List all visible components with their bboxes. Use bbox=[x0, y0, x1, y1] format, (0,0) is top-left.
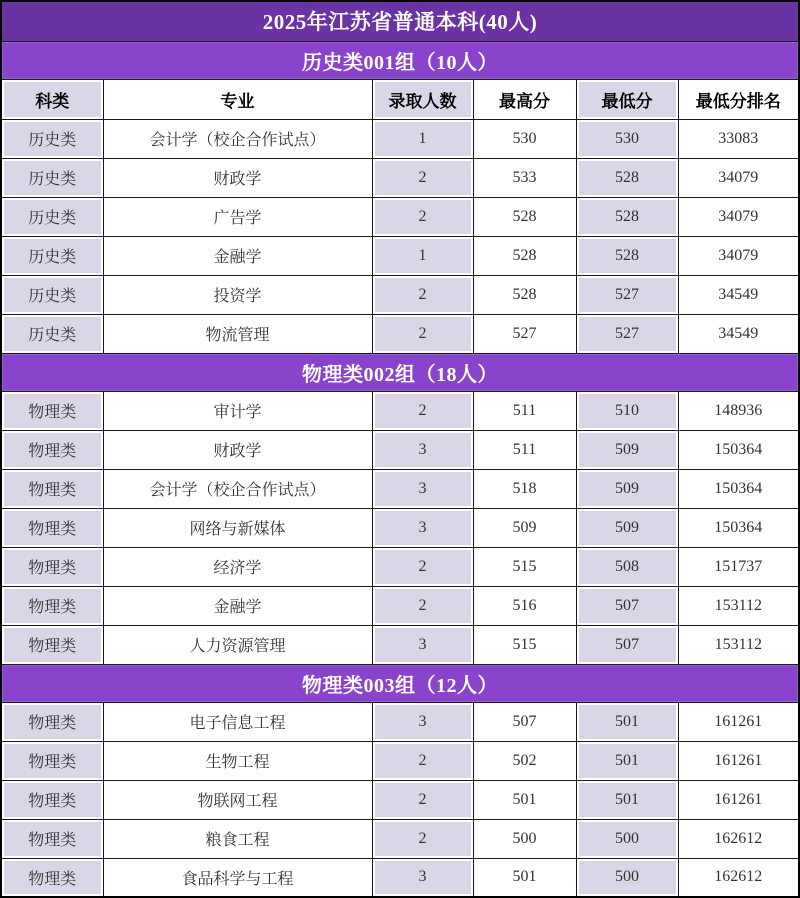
table-row bbox=[1, 819, 799, 858]
cell-max-score: 527 bbox=[473, 314, 576, 353]
cell-admit-count: 3 bbox=[372, 469, 473, 508]
cell-max-score: 511 bbox=[473, 430, 576, 469]
cell-category: 物理类 bbox=[1, 547, 103, 586]
cell-major: 金融学 bbox=[103, 586, 372, 625]
table-row bbox=[1, 236, 799, 275]
cell-min-score: 507 bbox=[576, 586, 678, 625]
table-body bbox=[1, 41, 799, 897]
column-header-min-score: 最低分 bbox=[576, 79, 678, 119]
cell-min-score-rank: 148936 bbox=[678, 391, 799, 430]
cell-category: 历史类 bbox=[1, 236, 103, 275]
cell-max-score: 509 bbox=[473, 508, 576, 547]
cell-max-score: 516 bbox=[473, 586, 576, 625]
cell-min-score: 528 bbox=[576, 236, 678, 275]
cell-min-score: 527 bbox=[576, 275, 678, 314]
cell-major: 财政学 bbox=[103, 158, 372, 197]
table-row bbox=[1, 430, 799, 469]
cell-min-score-rank: 34079 bbox=[678, 236, 799, 275]
cell-major: 食品科学与工程 bbox=[103, 858, 372, 897]
column-header-category: 科类 bbox=[1, 79, 103, 119]
cell-major: 经济学 bbox=[103, 547, 372, 586]
cell-admit-count: 2 bbox=[372, 819, 473, 858]
cell-min-score-rank: 150364 bbox=[678, 508, 799, 547]
cell-min-score-rank: 161261 bbox=[678, 780, 799, 819]
cell-category: 物理类 bbox=[1, 780, 103, 819]
cell-min-score: 508 bbox=[576, 547, 678, 586]
cell-max-score: 528 bbox=[473, 236, 576, 275]
cell-max-score: 533 bbox=[473, 158, 576, 197]
cell-category: 物理类 bbox=[1, 508, 103, 547]
cell-category: 物理类 bbox=[1, 469, 103, 508]
cell-min-score: 510 bbox=[576, 391, 678, 430]
cell-admit-count: 3 bbox=[372, 858, 473, 897]
cell-major: 会计学（校企合作试点） bbox=[103, 119, 372, 158]
cell-category: 物理类 bbox=[1, 391, 103, 430]
cell-major: 生物工程 bbox=[103, 741, 372, 780]
cell-max-score: 511 bbox=[473, 391, 576, 430]
cell-min-score-rank: 151737 bbox=[678, 547, 799, 586]
section-band-row bbox=[1, 353, 799, 391]
cell-max-score: 500 bbox=[473, 819, 576, 858]
section-band-row bbox=[1, 41, 799, 79]
cell-min-score: 501 bbox=[576, 741, 678, 780]
table-row bbox=[1, 741, 799, 780]
table-row bbox=[1, 780, 799, 819]
cell-min-score-rank: 34079 bbox=[678, 197, 799, 236]
cell-min-score: 527 bbox=[576, 314, 678, 353]
cell-major: 会计学（校企合作试点） bbox=[103, 469, 372, 508]
cell-max-score: 515 bbox=[473, 625, 576, 664]
cell-admit-count: 2 bbox=[372, 275, 473, 314]
cell-major: 审计学 bbox=[103, 391, 372, 430]
section-band-row bbox=[1, 664, 799, 702]
cell-min-score-rank: 162612 bbox=[678, 819, 799, 858]
section-header-3: 物理类003组（12人） bbox=[1, 664, 799, 702]
cell-admit-count: 2 bbox=[372, 391, 473, 430]
cell-max-score: 528 bbox=[473, 197, 576, 236]
cell-major: 广告学 bbox=[103, 197, 372, 236]
cell-admit-count: 2 bbox=[372, 314, 473, 353]
cell-min-score-rank: 161261 bbox=[678, 702, 799, 741]
cell-admit-count: 3 bbox=[372, 702, 473, 741]
table-row bbox=[1, 391, 799, 430]
cell-category: 历史类 bbox=[1, 197, 103, 236]
cell-major: 人力资源管理 bbox=[103, 625, 372, 664]
cell-min-score-rank: 161261 bbox=[678, 741, 799, 780]
table-row bbox=[1, 158, 799, 197]
cell-category: 物理类 bbox=[1, 858, 103, 897]
cell-category: 历史类 bbox=[1, 158, 103, 197]
cell-min-score-rank: 34079 bbox=[678, 158, 799, 197]
cell-min-score-rank: 150364 bbox=[678, 430, 799, 469]
cell-admit-count: 1 bbox=[372, 236, 473, 275]
cell-admit-count: 2 bbox=[372, 547, 473, 586]
table-row bbox=[1, 197, 799, 236]
table-row bbox=[1, 702, 799, 741]
cell-admit-count: 2 bbox=[372, 586, 473, 625]
table-row bbox=[1, 275, 799, 314]
column-header-major: 专业 bbox=[103, 79, 372, 119]
table-row bbox=[1, 314, 799, 353]
cell-category: 物理类 bbox=[1, 625, 103, 664]
table-row bbox=[1, 119, 799, 158]
cell-min-score: 509 bbox=[576, 469, 678, 508]
cell-max-score: 528 bbox=[473, 275, 576, 314]
cell-category: 历史类 bbox=[1, 275, 103, 314]
cell-min-score: 528 bbox=[576, 197, 678, 236]
cell-major: 电子信息工程 bbox=[103, 702, 372, 741]
cell-major: 粮食工程 bbox=[103, 819, 372, 858]
cell-min-score: 501 bbox=[576, 702, 678, 741]
cell-min-score-rank: 162612 bbox=[678, 858, 799, 897]
section-header-1: 历史类001组（10人） bbox=[1, 41, 799, 79]
cell-min-score: 500 bbox=[576, 858, 678, 897]
cell-min-score: 530 bbox=[576, 119, 678, 158]
cell-min-score: 507 bbox=[576, 625, 678, 664]
column-header-admit-count: 录取人数 bbox=[372, 79, 473, 119]
cell-min-score-rank: 34549 bbox=[678, 275, 799, 314]
cell-admit-count: 3 bbox=[372, 430, 473, 469]
column-header-min-score-rank: 最低分排名 bbox=[678, 79, 799, 119]
cell-category: 物理类 bbox=[1, 819, 103, 858]
cell-admit-count: 2 bbox=[372, 741, 473, 780]
cell-category: 物理类 bbox=[1, 741, 103, 780]
cell-min-score: 501 bbox=[576, 780, 678, 819]
cell-major: 物流管理 bbox=[103, 314, 372, 353]
cell-min-score-rank: 33083 bbox=[678, 119, 799, 158]
cell-category: 历史类 bbox=[1, 314, 103, 353]
table-row bbox=[1, 625, 799, 664]
cell-max-score: 501 bbox=[473, 780, 576, 819]
cell-min-score: 509 bbox=[576, 430, 678, 469]
cell-min-score-rank: 153112 bbox=[678, 625, 799, 664]
cell-min-score-rank: 153112 bbox=[678, 586, 799, 625]
cell-min-score: 509 bbox=[576, 508, 678, 547]
cell-admit-count: 2 bbox=[372, 197, 473, 236]
cell-min-score-rank: 150364 bbox=[678, 469, 799, 508]
cell-max-score: 518 bbox=[473, 469, 576, 508]
cell-admit-count: 3 bbox=[372, 508, 473, 547]
cell-category: 历史类 bbox=[1, 119, 103, 158]
cell-category: 物理类 bbox=[1, 586, 103, 625]
table-row bbox=[1, 586, 799, 625]
cell-min-score: 528 bbox=[576, 158, 678, 197]
cell-major: 网络与新媒体 bbox=[103, 508, 372, 547]
table-row bbox=[1, 547, 799, 586]
cell-category: 物理类 bbox=[1, 430, 103, 469]
cell-category: 物理类 bbox=[1, 702, 103, 741]
cell-max-score: 515 bbox=[473, 547, 576, 586]
column-header-max-score: 最高分 bbox=[473, 79, 576, 119]
cell-admit-count: 1 bbox=[372, 119, 473, 158]
table-title: 2025年江苏省普通本科(40人) bbox=[1, 1, 799, 41]
section-header-2: 物理类002组（18人） bbox=[1, 353, 799, 391]
cell-admit-count: 2 bbox=[372, 780, 473, 819]
cell-major: 金融学 bbox=[103, 236, 372, 275]
cell-max-score: 502 bbox=[473, 741, 576, 780]
title-row bbox=[1, 1, 799, 41]
cell-max-score: 507 bbox=[473, 702, 576, 741]
table-row bbox=[1, 469, 799, 508]
cell-major: 财政学 bbox=[103, 430, 372, 469]
cell-max-score: 530 bbox=[473, 119, 576, 158]
cell-max-score: 501 bbox=[473, 858, 576, 897]
table-row bbox=[1, 858, 799, 897]
column-header-row bbox=[1, 79, 799, 119]
cell-admit-count: 3 bbox=[372, 625, 473, 664]
cell-major: 投资学 bbox=[103, 275, 372, 314]
cell-admit-count: 2 bbox=[372, 158, 473, 197]
cell-min-score: 500 bbox=[576, 819, 678, 858]
table-row bbox=[1, 508, 799, 547]
cell-major: 物联网工程 bbox=[103, 780, 372, 819]
cell-min-score-rank: 34549 bbox=[678, 314, 799, 353]
